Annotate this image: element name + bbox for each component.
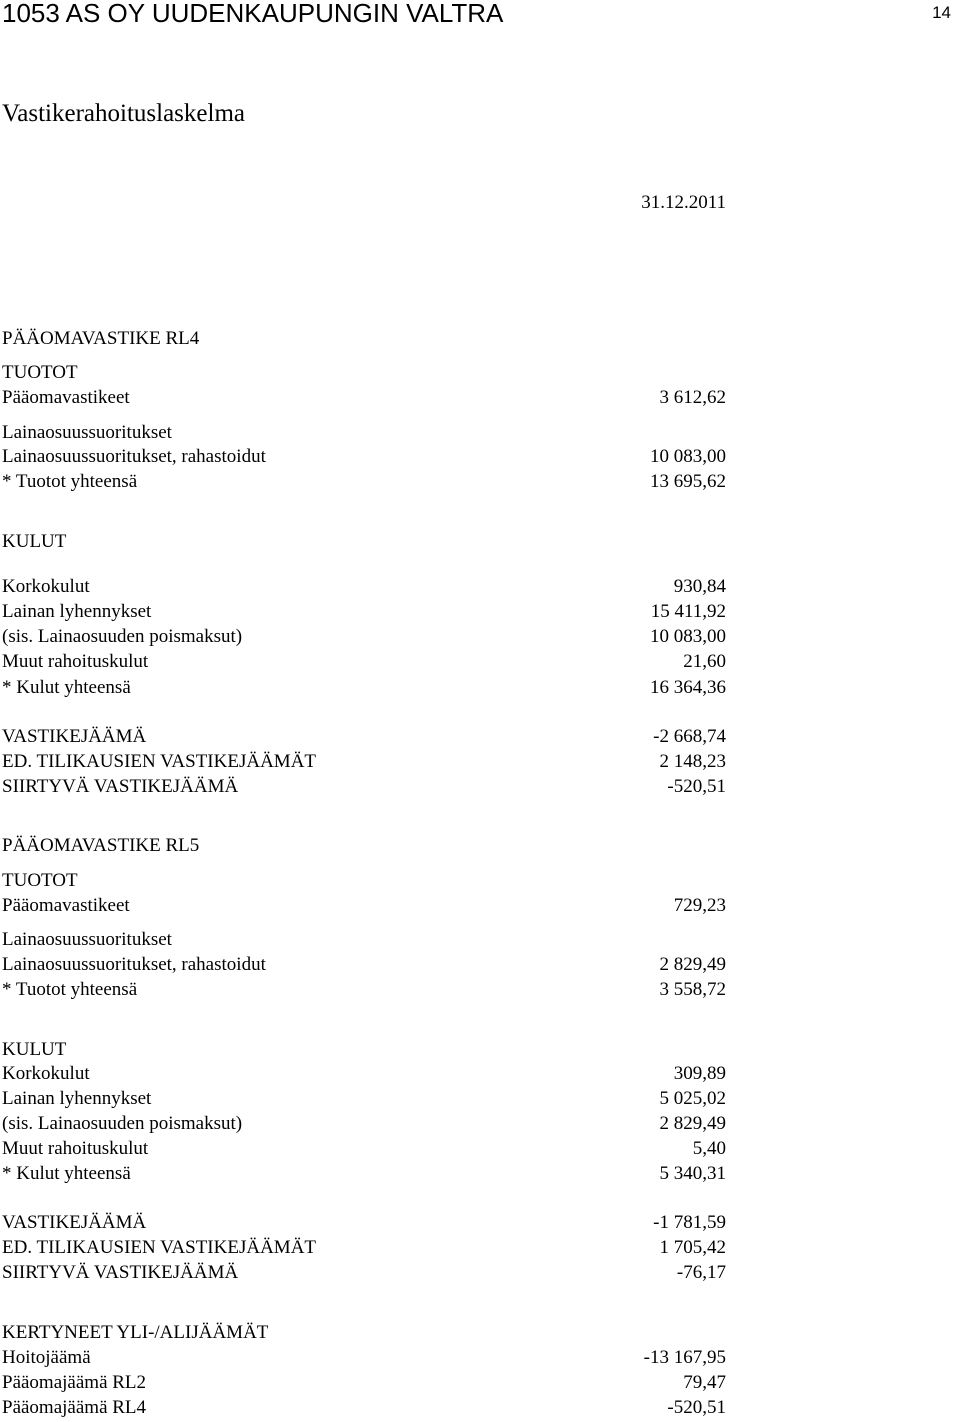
subheading [2,422,726,444]
total-label: * Tuotot yhteensä [2,979,138,1000]
expense-heading-label: KULUT [2,531,67,552]
line-item-label: Muut rahoituskulut [2,1138,149,1159]
balance-label: SIIRTYVÄ VASTIKEJÄÄMÄ [2,1262,239,1283]
balance-value: -1 781,59 [653,1212,726,1233]
total-row [2,979,726,1001]
income-heading [2,362,726,384]
summary-heading [2,1322,726,1344]
line-item-label: (sis. Lainaosuuden poismaksut) [2,626,243,647]
summary-value: -13 167,95 [643,1347,726,1368]
line-item-label: Lainaosuussuoritukset, rahastoidut [2,446,266,467]
line-item-value: 729,23 [673,895,726,916]
section-heading-label: PÄÄOMAVASTIKE RL5 [2,835,200,856]
line-item-label: Pääomavastikeet [2,895,130,916]
line-item-value: 3 612,62 [659,387,726,408]
line-item-value: 930,84 [673,576,726,597]
line-item-value: 309,89 [673,1063,726,1084]
summary-value: -520,51 [667,1397,726,1418]
income-heading [2,870,726,892]
line-item-label: Lainaosuussuoritukset, rahastoidut [2,954,266,975]
summary-row [2,1397,726,1419]
line-item [2,601,726,623]
line-item [2,895,726,917]
balance-value: 2 148,23 [659,751,726,772]
section-heading-label: PÄÄOMAVASTIKE RL4 [2,328,200,349]
line-item [2,1088,726,1110]
balance-label: ED. TILIKAUSIEN VASTIKEJÄÄMÄT [2,751,317,772]
line-item-value: 10 083,00 [650,626,726,647]
section-heading-rl4 [2,328,726,350]
page-number: 14 [932,3,951,22]
balance-row [2,776,726,798]
total-value: 16 364,36 [650,677,726,698]
subheading-label: Lainaosuussuoritukset [2,929,172,950]
expense-heading [2,1039,726,1061]
line-item [2,651,726,673]
document-title: Vastikerahoituslaskelma [2,100,245,127]
line-item [2,1063,726,1085]
balance-label: VASTIKEJÄÄMÄ [2,726,147,747]
total-value: 5 340,31 [659,1163,726,1184]
income-heading-label: TUOTOT [2,870,78,891]
line-item-value: 15 411,92 [650,601,726,622]
company-header: 1053 AS OY UUDENKAUPUNGIN VALTRA [2,0,504,28]
line-item-label: Muut rahoituskulut [2,651,149,672]
balance-value: -76,17 [676,1262,726,1283]
summary-label: Pääomajäämä RL2 [2,1372,147,1393]
subheading-label: Lainaosuussuoritukset [2,422,172,443]
line-item [2,446,726,468]
balance-label: VASTIKEJÄÄMÄ [2,1212,147,1233]
summary-row [2,1372,726,1394]
summary-heading-label: KERTYNEET YLI-/ALIJÄÄMÄT [2,1322,269,1343]
line-item [2,954,726,976]
total-row [2,677,726,699]
line-item [2,626,726,648]
summary-label: Pääomajäämä RL4 [2,1397,147,1418]
total-label: * Tuotot yhteensä [2,471,138,492]
balance-label: ED. TILIKAUSIEN VASTIKEJÄÄMÄT [2,1237,317,1258]
balance-row [2,726,726,748]
line-item-label: Korkokulut [2,576,90,597]
line-item [2,1138,726,1160]
balance-value: -2 668,74 [653,726,726,747]
balance-row [2,1212,726,1234]
line-item-value: 21,60 [683,651,726,672]
total-row [2,471,726,493]
total-row [2,1163,726,1185]
balance-row [2,1237,726,1259]
line-item-value: 5 025,02 [659,1088,726,1109]
income-heading-label: TUOTOT [2,362,78,383]
line-item [2,387,726,409]
balance-value: 1 705,42 [659,1237,726,1258]
subheading [2,929,726,951]
document-date: 31.12.2011 [641,192,726,213]
expense-heading-label: KULUT [2,1039,67,1060]
line-item-value: 2 829,49 [659,1113,726,1134]
summary-row [2,1347,726,1369]
line-item-label: Lainan lyhennykset [2,601,152,622]
line-item-label: Korkokulut [2,1063,90,1084]
total-value: 13 695,62 [650,471,726,492]
total-label: * Kulut yhteensä [2,1163,131,1184]
summary-value: 79,47 [683,1372,726,1393]
line-item-value: 5,40 [692,1138,726,1159]
line-item-label: (sis. Lainaosuuden poismaksut) [2,1113,243,1134]
balance-row [2,751,726,773]
balance-row [2,1262,726,1284]
summary-label: Hoitojäämä [2,1347,91,1368]
line-item-label: Pääomavastikeet [2,387,130,408]
line-item-value: 10 083,00 [650,446,726,467]
total-value: 3 558,72 [659,979,726,1000]
line-item [2,1113,726,1135]
balance-value: -520,51 [667,776,726,797]
section-heading-rl5 [2,835,726,857]
expense-heading [2,531,726,553]
line-item [2,576,726,598]
balance-label: SIIRTYVÄ VASTIKEJÄÄMÄ [2,776,239,797]
line-item-value: 2 829,49 [659,954,726,975]
line-item-label: Lainan lyhennykset [2,1088,152,1109]
total-label: * Kulut yhteensä [2,677,131,698]
